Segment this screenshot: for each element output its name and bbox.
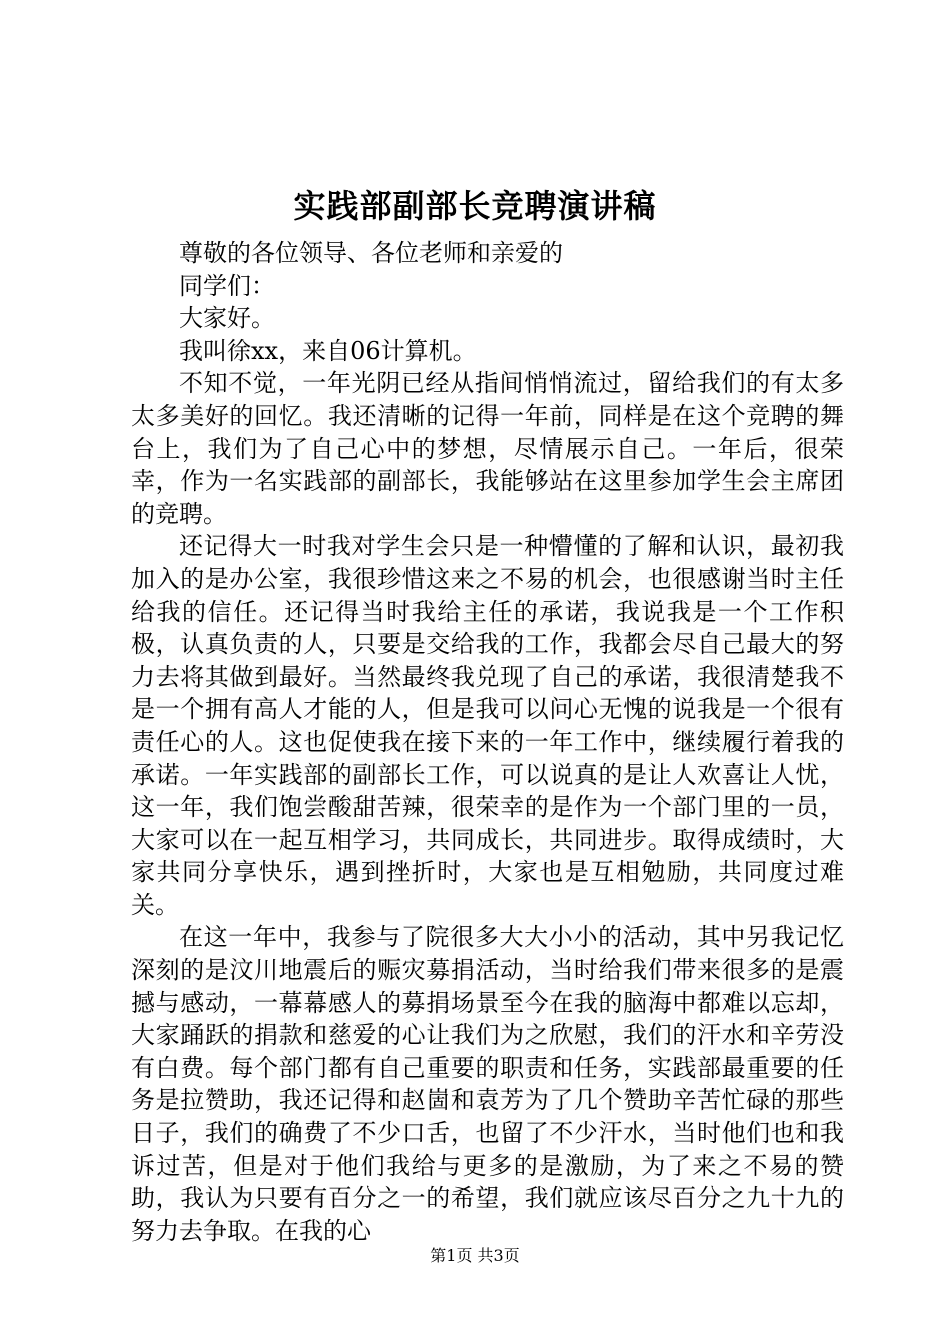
page-footer: 第1页 共3页 bbox=[430, 1246, 520, 1265]
paragraph: 尊敬的各位领导、各位老师和亲爱的 bbox=[179, 239, 563, 267]
paragraph: 还记得大一时我对学生会只是一种懵懂的了解和认识，最初我加入的是办公室，我很珍惜这来之不易的机会，也很感谢当时主任给我的信任。还记得当时我给主任的承诺，我说我是一个工作积极，认真负责的人，只要是交给我的工作，我都会尽自己最大的努力去将其做到最好。当然最终我兑现了自己的承诺，我很清楚我不是一个拥有高人才能的人，但是我可以问心无愧的说我是一个很有责任心的人。这也促使我在接下来的一年工作中，继续履行着我的承诺。一年实践部的副部长工作，可以说真的是让人欢喜让人忧，这一年，我们饱尝酸甜苦辣，很荣幸的是作为一个部门里的一员，大家可以在一起互相学习，共同成长，共同进步。取得成绩时，大家共同分享快乐，遇到挫折时，大家也是互相勉励，共同度过难关。 bbox=[131, 532, 844, 919]
paragraph: 我叫徐xx，来自06计算机。 bbox=[179, 336, 477, 365]
document-body bbox=[131, 237, 844, 1247]
paragraph: 同学们： bbox=[179, 271, 275, 300]
paragraph: 不知不觉，一年光阴已经从指间悄悄流过，留给我们的有太多太多美好的回忆。我还清晰的记得一年前，同样是在这个竞聘的舞台上，我们为了自己心中的梦想，尽情展示自己。一年后，很荣幸，作为一名实践部的副部长，我能够站在这里参加学生会主席团的竞聘。 bbox=[131, 369, 844, 528]
document-title: 实践部副部长竞聘演讲稿 bbox=[293, 187, 657, 225]
paragraph: 大家好。 bbox=[179, 304, 275, 333]
paragraph: 在这一年中，我参与了院很多大大小小的活动，其中另我记忆深刻的是汶川地震后的赈灾募捐活动，当时给我们带来很多的是震撼与感动，一幕幕感人的募捐场景至今在我的脑海中都难以忘却，大家踊跃的捐款和慈爱的心让我们为之欣慰，我们的汗水和辛劳没有白费。每个部门都有自己重要的职责和任务，实践部最重要的任务是拉赞助，我还记得和赵崮和袁芳为了几个赞助辛苦忙碌的那些日子，我们的确费了不少口舌，也留了不少汗水，当时他们也和我诉过苦，但是对于他们我给与更多的是激励，为了来之不易的赞助，我认为只要有百分之一的希望，我们就应该尽百分之九十九的努力去争取。在我的心 bbox=[131, 923, 844, 1245]
